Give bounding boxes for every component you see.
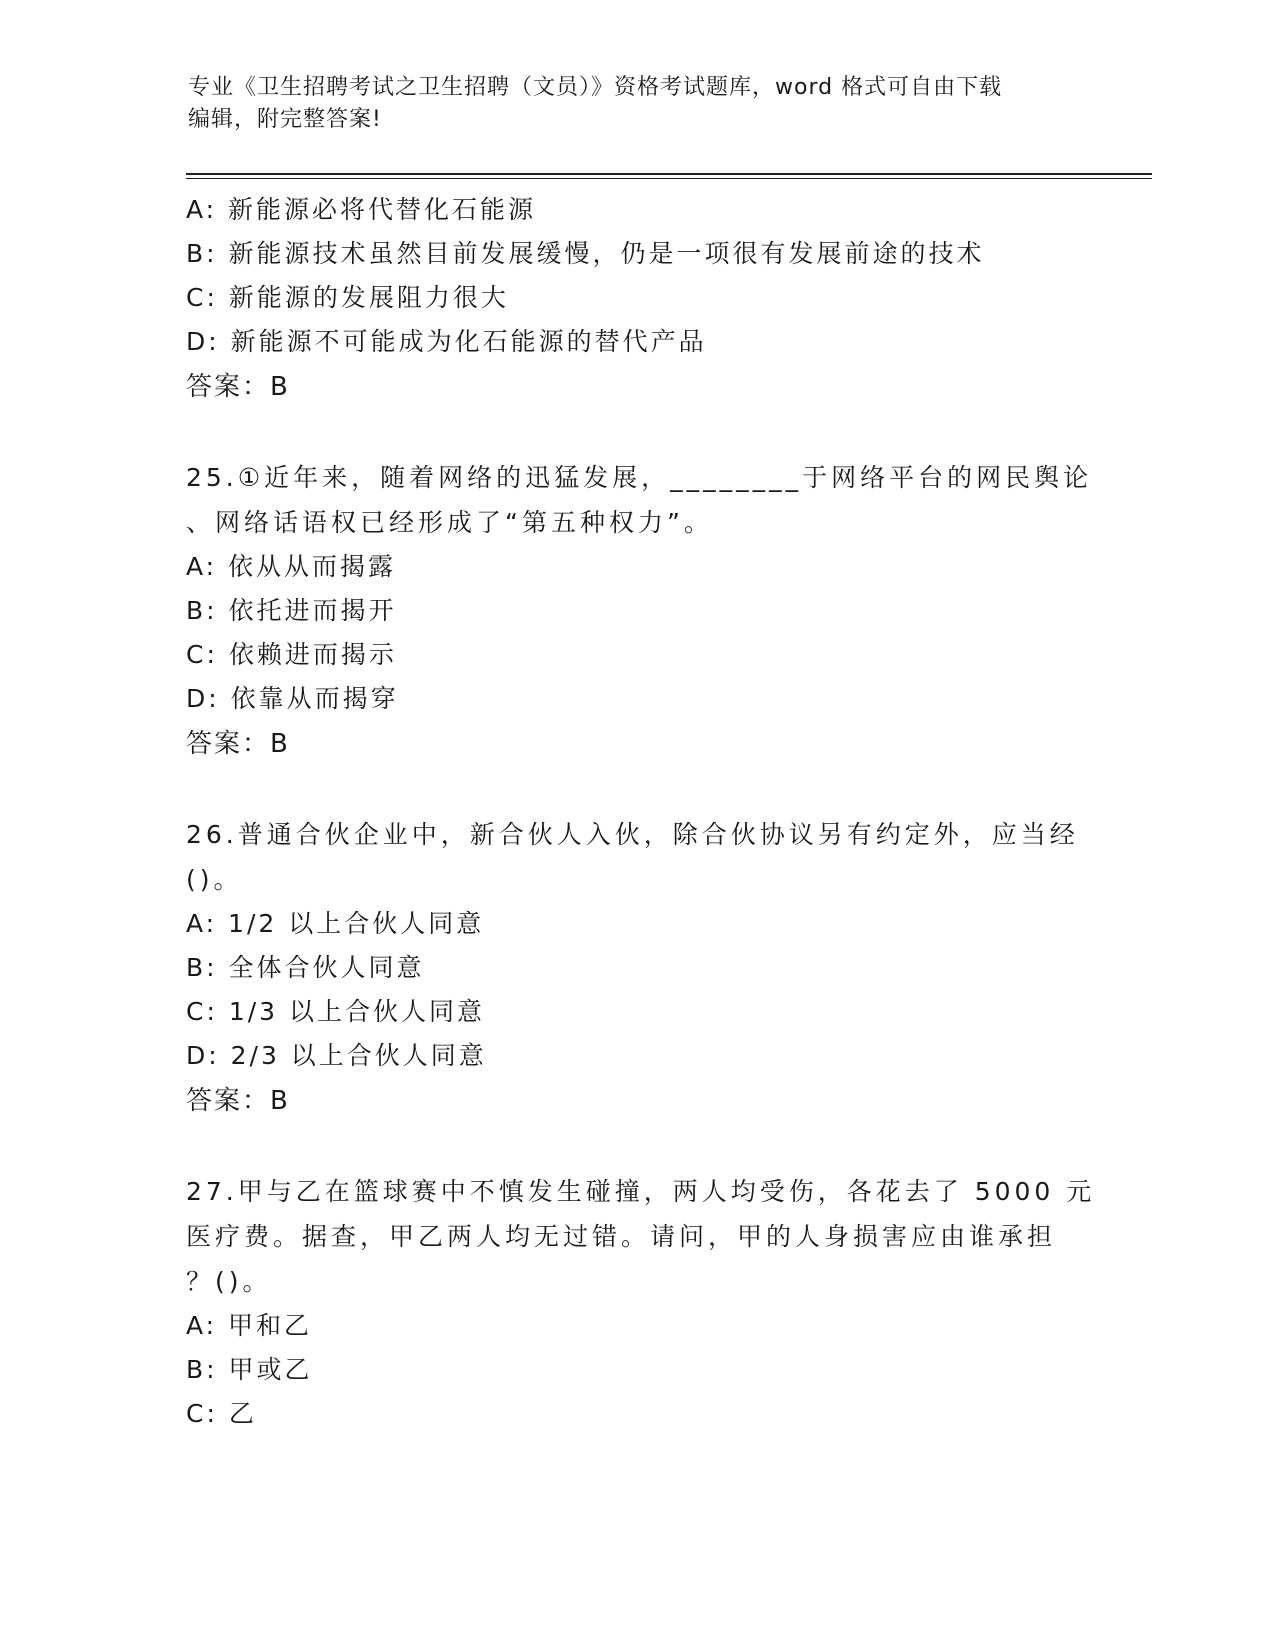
document-header (188, 72, 1088, 136)
option-b: B: 甲或乙 (186, 1355, 313, 1384)
question-stem-line-2: 、网络话语权已经形成了“第五种权力”。 (186, 508, 713, 537)
header-line-1: 专业《卫生招聘考试之卫生招聘（文员）》资格考试题库，word 格式可自由下载 (188, 75, 1003, 100)
question-stem-line-3: ？()。 (186, 1267, 272, 1296)
option-c: C: 1/3 以上合伙人同意 (186, 997, 486, 1026)
answer: 答案：B (186, 372, 290, 402)
header-divider-top (186, 173, 1152, 175)
option-b: B: 新能源技术虽然目前发展缓慢，仍是一项很有发展前途的技术 (186, 239, 985, 268)
question-26 (186, 812, 1106, 1124)
question-stem-line-2: ()。 (186, 865, 243, 894)
question-stem-line-1: 25.①近年来，随着网络的迅猛发展，________于网络平台的网民舆论 (186, 463, 1093, 492)
question-stem-line-2: 医疗费。据查，甲乙两人均无过错。请问，甲的人身损害应由谁承担 (186, 1222, 1057, 1251)
answer: 答案：B (186, 729, 290, 759)
question-27 (186, 1169, 1106, 1436)
option-c: C: 乙 (186, 1399, 257, 1428)
option-a: A: 依从从而揭露 (186, 552, 397, 581)
header-divider-bottom (186, 178, 1152, 179)
option-d: D: 依靠从而揭穿 (186, 684, 399, 713)
question-list (186, 188, 1106, 1436)
header-line-2: 编辑，附完整答案! (188, 107, 382, 132)
option-c: C: 新能源的发展阻力很大 (186, 283, 509, 312)
answer: 答案：B (186, 1086, 290, 1116)
option-b: B: 全体合伙人同意 (186, 953, 425, 982)
option-b: B: 依托进而揭开 (186, 596, 397, 625)
question-stem-line-1: 27.甲与乙在篮球赛中不慎发生碰撞，两人均受伤，各花去了 5000 元 (186, 1177, 1096, 1206)
option-d: D: 2/3 以上合伙人同意 (186, 1041, 487, 1070)
question-stem-line-1: 26.普通合伙企业中，新合伙人入伙，除合伙协议另有约定外，应当经 (186, 820, 1079, 849)
option-d: D: 新能源不可能成为化石能源的替代产品 (186, 327, 707, 356)
question-24 (186, 188, 1106, 410)
option-a: A: 1/2 以上合伙人同意 (186, 909, 485, 938)
option-c: C: 依赖进而揭示 (186, 640, 397, 669)
option-a: A: 甲和乙 (186, 1311, 313, 1340)
question-25 (186, 455, 1106, 767)
option-a: A: 新能源必将代替化石能源 (186, 195, 537, 224)
